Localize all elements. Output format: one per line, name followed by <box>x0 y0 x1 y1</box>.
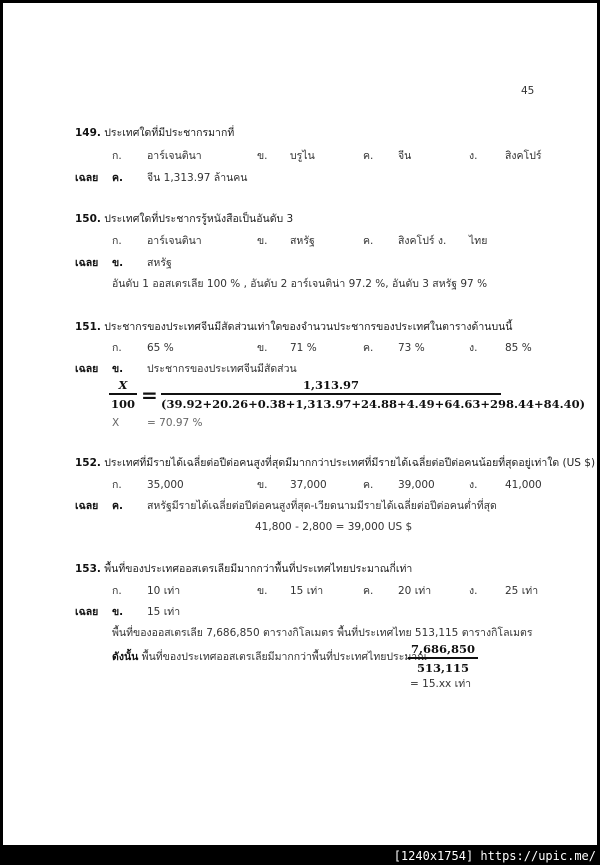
choice: 15 เท่า <box>290 585 324 597</box>
choice-label: ค. <box>363 342 374 354</box>
answer-text: สหรัฐมีรายได้เฉลี่ยต่อปีต่อคนสูงที่สุด-เวียดนามมีรายได้เฉลี่ยต่อปีต่อคนต่ำที่สุด <box>147 500 497 512</box>
formula-lhs: $\frac{X}{100}$ <box>110 378 135 411</box>
answer-text: จีน 1,313.97 ล้านคน <box>147 172 248 184</box>
answer-label: เฉลย <box>75 172 99 184</box>
result-label: X <box>112 417 120 429</box>
question-151: 151. ประชากรของประเทศจีนมีสัดส่วนเท่าใดของจำนวนประชากรของประเทศในตารางด้านบนนี้ <box>75 321 513 333</box>
answer-label: เฉลย <box>75 257 99 269</box>
choice-label: ก. <box>112 342 122 354</box>
answer-label: เฉลย <box>75 606 99 618</box>
choice-label: ข. <box>257 479 268 491</box>
choice: 73 % <box>398 342 425 354</box>
choice-label: ข. <box>257 150 268 162</box>
choice-label: ข. <box>257 342 268 354</box>
explanation: พื้นที่ของออสเตรเลีย 7,686,850 ตารางกิโลเมตร พื้นที่ประเทศไทย 513,115 ตารางกิโลเมตร <box>112 627 533 639</box>
answer-text: 15 เท่า <box>147 606 181 618</box>
answer-text: ประชากรของประเทศจีนมีสัดส่วน <box>147 363 297 375</box>
choice-label: ง. <box>469 342 478 354</box>
answer-choice: ค. <box>112 172 124 184</box>
choice-label: ก. <box>112 479 122 491</box>
choice-label: ก. <box>112 150 122 162</box>
choice: 10 เท่า <box>147 585 181 597</box>
choice: สิงคโปร์ <box>505 150 542 162</box>
image-host-footer: [1240x1754] https://upic.me/ <box>393 849 596 863</box>
choice: 37,000 <box>290 479 327 491</box>
choice: อาร์เจนตินา <box>147 150 202 162</box>
answer-choice: ข. <box>112 606 124 618</box>
question-153: 153. พื้นที่ของประเทศออสเตรเลียมีมากกว่าพื้นที่ประเทศไทยประมาณกี่เท่า <box>75 563 413 575</box>
choice: 41,000 <box>505 479 542 491</box>
choice: 85 % <box>505 342 532 354</box>
answer-choice: ข. <box>112 257 124 269</box>
choice: 71 % <box>290 342 317 354</box>
choice: 25 เท่า <box>505 585 539 597</box>
choice-label: ก. <box>112 235 122 247</box>
choice-label: ข. <box>257 585 268 597</box>
choice-label: ข. <box>257 235 268 247</box>
answer-label: เฉลย <box>75 500 99 512</box>
choice-label: ง. <box>469 479 478 491</box>
answer-text: สหรัฐ <box>147 257 172 269</box>
page-number: 45 <box>521 85 535 97</box>
conclusion: ดังนั้น พื้นที่ของประเทศออสเตรเลียมีมากกว่าพื้นที่ประเทศไทยประมาณ <box>112 651 427 663</box>
choice: ไทย <box>469 235 488 247</box>
choice-label: ค. <box>363 150 374 162</box>
choice: จีน <box>398 150 412 162</box>
explanation: อันดับ 1 ออสเตรเลีย 100 % , อันดับ 2 อาร์เจนติน่า 97.2 %, อันดับ 3 สหรัฐ 97 % <box>112 278 488 290</box>
equals-sign: = <box>141 383 158 407</box>
choice: บรูไน <box>290 150 315 162</box>
choice: 39,000 <box>398 479 435 491</box>
answer-label: เฉลย <box>75 363 99 375</box>
choice-label: ง. <box>469 150 478 162</box>
question-149: 149. ประเทศใดที่มีประชากรมากที่ <box>75 127 235 139</box>
answer-choice: ข. <box>112 363 124 375</box>
choice-label: ค. <box>363 479 374 491</box>
choice-label: ค. <box>363 235 374 247</box>
answer-choice: ค. <box>112 500 124 512</box>
choice-label: ค. <box>363 585 374 597</box>
choice-label: ง. <box>469 585 478 597</box>
result: = 15.xx เท่า <box>410 678 472 690</box>
choice: 20 เท่า <box>398 585 432 597</box>
choice: อาร์เจนตินา <box>147 235 202 247</box>
formula-rhs: $\frac{1,313.97}{(39.92+20.26+0.38+1,313.97+24.88+4.49+64.63+298.44+84.40)}$ <box>161 378 586 411</box>
calculation: 41,800 - 2,800 = 39,000 US $ <box>255 521 413 533</box>
area-fraction: $\frac{7,686,850}{513,115}$ <box>408 642 478 675</box>
choice: สิงคโปร์ ง. <box>398 235 447 247</box>
document-page <box>3 3 597 845</box>
choice-label: ก. <box>112 585 122 597</box>
choice: 35,000 <box>147 479 184 491</box>
choice: สหรัฐ <box>290 235 315 247</box>
question-150: 150. ประเทศใดที่ประชากรรู้หนังสือเป็นอันดับ 3 <box>75 213 294 225</box>
result: = 70.97 % <box>147 417 203 429</box>
question-152: 152. ประเทศที่มีรายได้เฉลี่ยต่อปีต่อคนสูงที่สุดมีมากกว่าประเทศที่มีรายได้เฉลี่ยต่อปีต่อคนน้อยที่สุดอยู่เท่าใด (US $) <box>75 457 596 469</box>
choice: 65 % <box>147 342 174 354</box>
